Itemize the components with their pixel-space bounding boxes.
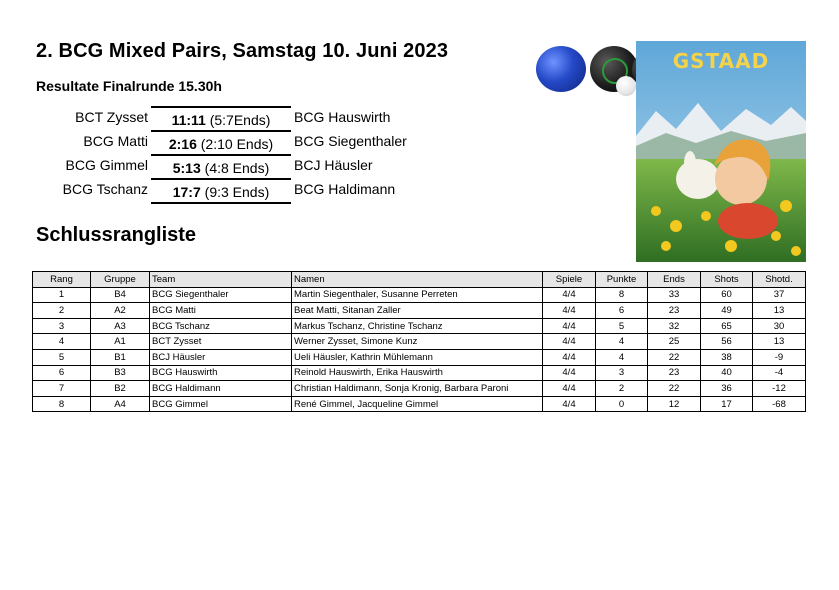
cell-punkte: 5 [596, 318, 648, 334]
cell-shotd: 13 [753, 303, 806, 319]
jack-ball-icon [616, 76, 636, 96]
cell-gruppe: A2 [91, 303, 150, 319]
cell-rang: 6 [33, 365, 91, 381]
cell-punkte: 4 [596, 349, 648, 365]
cell-rang: 2 [33, 303, 91, 319]
cell-spiele: 4/4 [543, 365, 596, 381]
cell-shotd: 37 [753, 287, 806, 303]
cell-ends: 22 [648, 349, 701, 365]
cell-spiele: 4/4 [543, 396, 596, 412]
cell-shots: 56 [701, 334, 753, 350]
result-team-right: BCG Haldimann [294, 181, 396, 197]
gstaad-poster-image [636, 41, 806, 262]
page-subtitle: Resultate Finalrunde 15.30h [36, 78, 222, 94]
poster-illustration [636, 41, 806, 262]
cell-team: BCG Hauswirth [150, 365, 292, 381]
cell-rang: 8 [33, 396, 91, 412]
cell-team: BCG Haldimann [150, 381, 292, 397]
result-team-right: BCJ Häusler [294, 157, 373, 173]
result-score [151, 154, 291, 178]
cell-spiele: 4/4 [543, 349, 596, 365]
cell-shots: 17 [701, 396, 753, 412]
ends-value: (4:8 Ends) [204, 160, 270, 176]
result-score [151, 130, 291, 154]
cell-shots: 40 [701, 365, 753, 381]
cell-shotd: 30 [753, 318, 806, 334]
result-row [40, 154, 440, 178]
cell-punkte: 0 [596, 396, 648, 412]
table-header-row [33, 272, 806, 288]
result-team-left: BCG Tschanz [62, 181, 148, 197]
poster-logo-text: GSTAAD [672, 49, 770, 73]
cell-shots: 38 [701, 349, 753, 365]
cell-gruppe: A3 [91, 318, 150, 334]
result-team-left: BCG Matti [83, 133, 148, 149]
cell-team: BCG Gimmel [150, 396, 292, 412]
table-row [33, 287, 806, 303]
header-shotd: Shotd. [753, 272, 806, 288]
table-row [33, 349, 806, 365]
cell-punkte: 4 [596, 334, 648, 350]
cell-shots: 65 [701, 318, 753, 334]
result-team-right: BCG Siegenthaler [294, 133, 407, 149]
header-ends: Ends [648, 272, 701, 288]
section-title: Schlussrangliste [36, 224, 197, 246]
cell-team: BCG Siegenthaler [150, 287, 292, 303]
result-team-right: BCG Hauswirth [294, 109, 391, 125]
cell-ends: 23 [648, 303, 701, 319]
score-value: 17:7 [172, 184, 201, 200]
cell-punkte: 8 [596, 287, 648, 303]
result-score [151, 178, 291, 204]
cell-gruppe: A1 [91, 334, 150, 350]
cell-team: BCG Tschanz [150, 318, 292, 334]
result-row [40, 106, 440, 130]
cell-gruppe: B3 [91, 365, 150, 381]
cell-ends: 22 [648, 381, 701, 397]
cell-team: BCJ Häusler [150, 349, 292, 365]
cell-namen: Martin Siegenthaler, Susanne Perreten [292, 287, 543, 303]
cell-namen: Reinold Hauswirth, Erika Hauswirth [292, 365, 543, 381]
cell-ends: 23 [648, 365, 701, 381]
cell-rang: 4 [33, 334, 91, 350]
cell-ends: 33 [648, 287, 701, 303]
cell-punkte: 6 [596, 303, 648, 319]
cell-ends: 32 [648, 318, 701, 334]
cell-spiele: 4/4 [543, 303, 596, 319]
cell-gruppe: B4 [91, 287, 150, 303]
score-value: 11:11 [171, 112, 206, 128]
cell-namen: Ueli Häusler, Kathrin Mühlemann [292, 349, 543, 365]
cell-ends: 12 [648, 396, 701, 412]
cell-gruppe: A4 [91, 396, 150, 412]
page-title: 2. BCG Mixed Pairs, Samstag 10. Juni 2023 [36, 40, 449, 62]
cell-spiele: 4/4 [543, 381, 596, 397]
header-team: Team [150, 272, 292, 288]
header-gruppe: Gruppe [91, 272, 150, 288]
score-value: 5:13 [172, 160, 201, 176]
table-row [33, 381, 806, 397]
standings-table [32, 271, 806, 412]
ends-value: (2:10 Ends) [200, 136, 274, 152]
cell-namen: Werner Zysset, Simone Kunz [292, 334, 543, 350]
cell-shotd: 13 [753, 334, 806, 350]
cell-team: BCG Matti [150, 303, 292, 319]
cell-punkte: 3 [596, 365, 648, 381]
cell-rang: 1 [33, 287, 91, 303]
result-row [40, 178, 440, 202]
cell-spiele: 4/4 [543, 287, 596, 303]
ends-value: (5:7Ends) [209, 112, 271, 128]
cell-namen: Christian Haldimann, Sonja Kronig, Barbara Paroni [292, 381, 543, 397]
cell-shotd: -9 [753, 349, 806, 365]
cell-rang: 3 [33, 318, 91, 334]
cell-namen: Beat Matti, Sitanan Zaller [292, 303, 543, 319]
ends-value: (9:3 Ends) [204, 184, 270, 200]
cell-shots: 60 [701, 287, 753, 303]
table-row [33, 318, 806, 334]
cell-rang: 5 [33, 349, 91, 365]
header-shots: Shots [701, 272, 753, 288]
cell-team: BCT Zysset [150, 334, 292, 350]
result-row [40, 130, 440, 154]
result-score [151, 106, 291, 130]
cell-rang: 7 [33, 381, 91, 397]
cell-punkte: 2 [596, 381, 648, 397]
table-row [33, 303, 806, 319]
blue-bowl-icon [536, 46, 586, 92]
cell-shots: 49 [701, 303, 753, 319]
result-team-left: BCG Gimmel [65, 157, 148, 173]
header-rang: Rang [33, 272, 91, 288]
score-value: 2:16 [168, 136, 197, 152]
table-row [33, 365, 806, 381]
cell-ends: 25 [648, 334, 701, 350]
cell-namen: René Gimmel, Jacqueline Gimmel [292, 396, 543, 412]
header-spiele: Spiele [543, 272, 596, 288]
cell-spiele: 4/4 [543, 318, 596, 334]
cell-shotd: -4 [753, 365, 806, 381]
header-punkte: Punkte [596, 272, 648, 288]
table-row [33, 396, 806, 412]
cell-shotd: -68 [753, 396, 806, 412]
cell-gruppe: B2 [91, 381, 150, 397]
cell-spiele: 4/4 [543, 334, 596, 350]
cell-namen: Markus Tschanz, Christine Tschanz [292, 318, 543, 334]
header-namen: Namen [292, 272, 543, 288]
cell-shots: 36 [701, 381, 753, 397]
cell-shotd: -12 [753, 381, 806, 397]
table-row [33, 334, 806, 350]
cell-gruppe: B1 [91, 349, 150, 365]
result-team-left: BCT Zysset [75, 109, 148, 125]
